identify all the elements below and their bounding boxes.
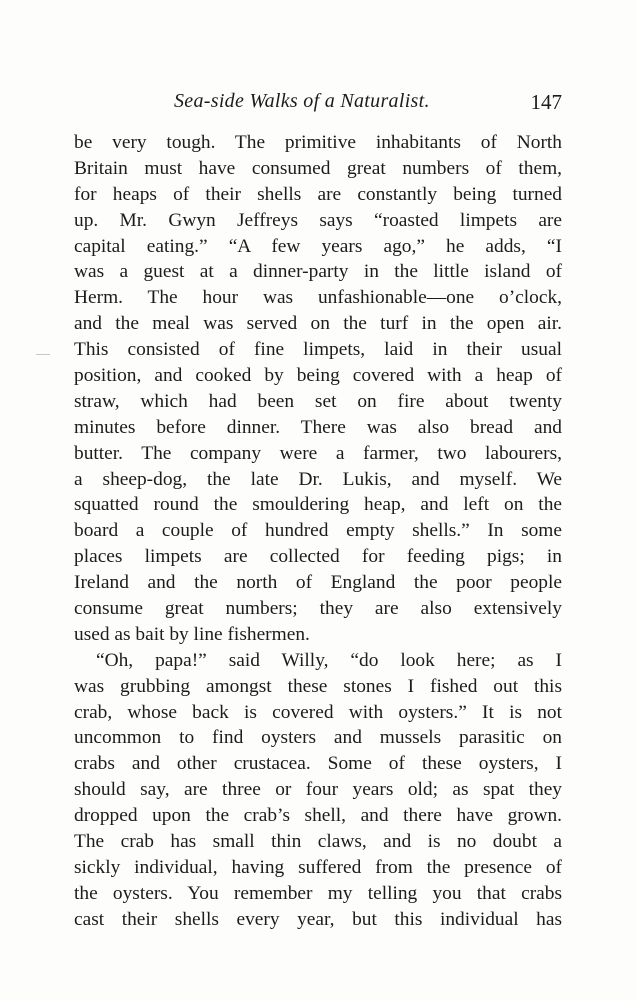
text-line: squatted round the smouldering heap, and left on the — [74, 494, 562, 516]
text-line: Britain must have consumed great numbers of them, — [74, 157, 562, 179]
text-line: be very tough. The primitive inhabitants of North — [74, 132, 562, 153]
text-line: for heaps of their shells are constantly being turned — [74, 183, 562, 205]
text-line: Herm. The hour was unfashionable—one o’clock, — [74, 287, 562, 309]
text-line: The crab has small thin claws, and is no doubt a — [74, 831, 562, 853]
text-line: a sheep-dog, the late Dr. Lukis, and myself. We — [74, 468, 562, 490]
text-line: board a couple of hundred empty shells.” In some — [74, 520, 562, 542]
running-title: Sea-side Walks of a Naturalist. — [174, 90, 430, 112]
text-line: capital eating.” “A few years ago,” he adds, “I — [74, 235, 562, 257]
text-line: Ireland and the north of England the poor people — [74, 572, 562, 594]
text-line: should say, are three or four years old; as spat they — [74, 779, 562, 801]
text-line: uncommon to find oysters and mussels parasitic on — [74, 727, 562, 749]
text-line: position, and cooked by being covered with a heap of — [74, 365, 562, 387]
text-line: This consisted of fine limpets, laid in their usual — [74, 339, 562, 361]
text-line: places limpets are collected for feeding pigs; in — [74, 546, 562, 568]
paragraph-end-line: used as bait by line fishermen. — [74, 623, 310, 645]
text-line: crab, whose back is covered with oysters.” It is not — [74, 701, 562, 723]
text-line: butter. The company were a farmer, two labourers, — [74, 442, 562, 464]
text-line: sickly individual, having suffered from the presence of — [74, 856, 562, 878]
text-line: was grubbing amongst these stones I fished out this — [74, 675, 562, 697]
text-line: straw, which had been set on fire about twenty — [74, 390, 562, 412]
text-line: crabs and other crustacea. Some of these oysters, I — [74, 753, 562, 775]
text-line: was a guest at a dinner-party in the little island of — [74, 261, 562, 283]
text-line: the oysters. You remember my telling you that crabs — [74, 882, 562, 904]
margin-mark — [36, 354, 50, 355]
text-line: up. Mr. Gwyn Jeffreys says “roasted limpets are — [74, 209, 562, 231]
text-line: consume great numbers; they are also extensively — [74, 598, 562, 620]
text-line: minutes before dinner. There was also bread and — [74, 416, 562, 438]
text-line: and the meal was served on the turf in the open air. — [74, 313, 562, 335]
text-line: dropped upon the crab’s shell, and there have grown. — [74, 805, 562, 827]
page-number: 147 — [530, 90, 562, 114]
paragraph-start-line: “Oh, papa!” said Willy, “do look here; as I — [96, 649, 562, 671]
running-head — [74, 90, 562, 118]
body-text — [74, 130, 562, 933]
text-line: cast their shells every year, but this individual has — [74, 908, 562, 930]
